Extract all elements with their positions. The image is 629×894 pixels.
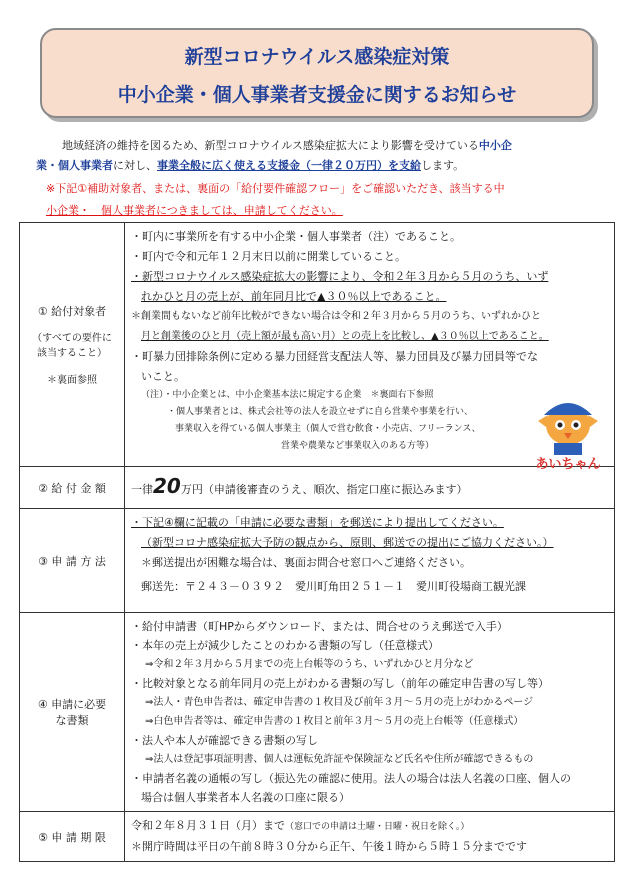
mascot-bird-icon [530, 381, 606, 471]
doc-line-6: ⇒白色申告者等は、確定申告書の１枚目と前年３月～５月の売上台帳等（任意様式） [145, 716, 524, 727]
intro-text-1: 地域経済の維持を図るため、新型コロナウイルス感染症拡大により影響を受けている [62, 139, 479, 152]
intro-text-2: に対し、 [113, 159, 157, 172]
doc-line-7: ・法人や本人が確認できる書類の写し [131, 734, 318, 747]
deadline-date: 令和２年８月３１日（月）まで [131, 819, 285, 832]
label-eligibility-title: ① 給付対象者 [37, 305, 107, 318]
content-amount [125, 467, 615, 509]
row-deadline [20, 812, 615, 862]
label-amount: ② 給 付 金 額 [20, 467, 125, 509]
label-documents-1: ④ 申請に必要 [37, 698, 107, 711]
doc-line-3: ⇒令和２年３月から５月までの売上台帳等のうち、いずれかひと月分など [145, 659, 474, 670]
doc-line-4: ・比較対象となる前年同月の売上がわかる書類の写し（前年の確定申告書の写し等） [131, 677, 549, 690]
note-line-3: 事業収入を得ている個人事業主（個人で営む飲食・小売店、フリーランス、 [175, 424, 481, 434]
intro-highlight-1: 中小企 [478, 139, 512, 152]
content-deadline [125, 812, 615, 862]
eligibility-item-2: ・町内で令和元年１２月末日以前に開業していること。 [131, 250, 406, 263]
label-eligibility [20, 223, 125, 467]
note-line-2: ・個人事業者とは、株式会社等の法人を設立せずに自ら営業や事業を行い、 [167, 407, 474, 417]
doc-line-1: ・給付申請書（町HPからダウンロード、または、問合せのうえ郵送で入手） [131, 620, 508, 633]
amount-prefix: 一律 [131, 482, 153, 496]
doc-line-5: ⇒法人・青色申告者は、確定申告書の１枚目及び前年３月～５月の売上がわかるページ [145, 697, 534, 708]
row-documents [20, 613, 615, 812]
eligibility-item-5a: ・町暴力団排除条例に定める暴力団経営支配法人等、暴力団員及び暴力団員等でな [131, 350, 538, 363]
note-line-1: （注）・中小企業とは、中小企業基本法に規定する企業 ＊裏面右下参照 [141, 390, 434, 400]
deadline-note: （窓口での申請は土曜・日曜・祝日を除く。） [285, 822, 470, 832]
eligibility-note-4a: ＊創業間もないなど前年比較ができない場合は令和２年３月から５月のうち、いずれかひと [131, 311, 541, 322]
red-notice-2: 小企業・ 個人事業者につきましては、申請してください。 [46, 204, 343, 217]
row-method [20, 509, 615, 613]
eligibility-item-5b: いこと。 [141, 370, 185, 383]
method-line-2: （新型コロナ感染症拡大予防の観点から、原則、郵送での提出にご協力ください。） [141, 536, 554, 549]
intro-text-end: します。 [421, 159, 465, 172]
amount-suffix: 万円（申請後審査のうえ、順次、指定口座に振込みます） [180, 482, 468, 496]
eligibility-note-4b: 月と創業後のひと月（売上額が最も高い月）との売上を比較し、▲３０％以上であること。 [141, 331, 549, 342]
row-eligibility [20, 223, 615, 467]
title-line-1: 新型コロナウイルス感染症対策 [184, 46, 450, 68]
doc-line-10: 場合は個人事業者本人名義の口座に限る） [141, 791, 350, 804]
intro-highlight-2: 業・個人事業者 [36, 159, 113, 172]
content-method [125, 509, 615, 613]
red-notice [36, 178, 606, 222]
note-line-4: 営業や農業など事業収入のある方等） [281, 441, 435, 451]
intro-paragraph [36, 136, 602, 176]
row-amount [20, 467, 615, 509]
method-line-1: ・下記④欄に記載の「申請に必要な書類」を郵送により提出してください。 [131, 516, 504, 529]
content-documents [125, 613, 615, 812]
content-eligibility [125, 223, 615, 471]
eligibility-item-1: ・町内に事業所を有する中小企業・個人事業者（注）であること。 [131, 230, 461, 243]
label-eligibility-ref: ＊裏面参照 [47, 375, 97, 386]
label-documents [20, 613, 125, 812]
amount-value: 20 [153, 473, 181, 498]
label-method: ③ 申 請 方 法 [20, 509, 125, 613]
eligibility-item-3a: ・新型コロナウイルス感染症拡大の影響により、令和２年３月から５月のうち、いず [131, 270, 549, 283]
mascot-name: あいちゃん [535, 457, 601, 471]
intro-support-underlined: 事業全般に広く使える支援金（一律２０万円）を支給 [157, 159, 421, 172]
title-line-2: 中小企業・個人事業者支援金に関するお知らせ [117, 84, 517, 106]
method-line-3: ＊郵送提出が困難な場合は、裏面お問合せ窓口へご連絡ください。 [141, 556, 471, 569]
office-hours: ＊開庁時間は平日の午前８時３０分から正午、午後１時から５時１５分までです [131, 840, 527, 853]
label-eligibility-sub1: （すべての要件に [32, 333, 112, 344]
doc-line-9: ・申請者名義の通帳の写し（振込先の確認に使用。法人の場合は法人名義の口座、個人の [131, 772, 571, 785]
label-deadline: ⑤ 申 請 期 限 [20, 812, 125, 862]
label-documents-2: な書類 [55, 714, 89, 727]
eligibility-item-3b: れかひと月の売上が、前年同月比で▲３０％以上であること。 [141, 290, 447, 303]
title-banner [40, 28, 594, 118]
label-eligibility-sub2: 該当すること） [37, 348, 107, 359]
mail-address: 郵送先：〒２４３－０３９２ 愛川町角田２５１－１ 愛川町役場商工観光課 [141, 580, 526, 593]
red-notice-1: ※下記①補助対象者、または、裏面の「給付要件確認フロー」をご確認いただき、該当する中 [46, 182, 505, 195]
doc-line-2: ・本年の売上が減少したことのわかる書類の写し（任意様式） [131, 639, 439, 652]
info-table [19, 222, 615, 862]
mascot-image [530, 381, 606, 471]
doc-line-8: ⇒法人は登記事項証明書、個人は運転免許証や保険証など氏名や住所が確認できるもの [145, 754, 534, 765]
